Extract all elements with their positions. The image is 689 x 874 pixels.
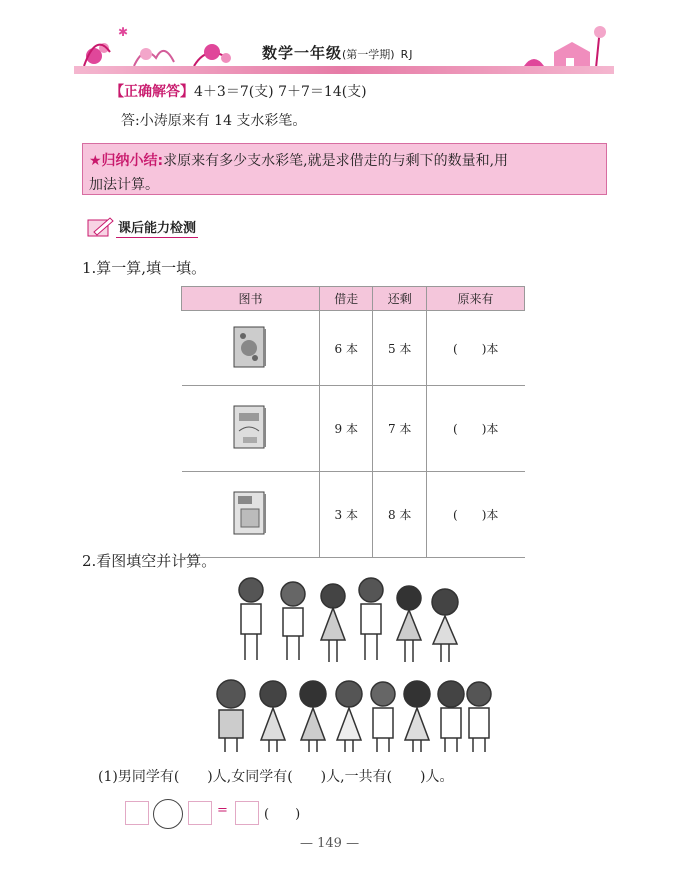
book-image-cell — [182, 472, 320, 558]
book-icon — [233, 326, 267, 368]
book-icon — [233, 405, 267, 449]
house-decoration-icon — [514, 22, 614, 72]
equation-box-2[interactable] — [188, 801, 212, 825]
children-group-bottom — [213, 676, 495, 754]
books-table — [181, 286, 525, 558]
answer-blank[interactable]: ( )本 — [426, 472, 524, 558]
pencil-note-icon — [86, 216, 114, 238]
children-group-top — [235, 574, 465, 666]
equals-sign: = — [217, 803, 228, 818]
table-row: 6 本 5 本 ( )本 — [182, 311, 525, 386]
summary-tag: ★归纳小结: — [89, 153, 164, 169]
col-header-borrowed: 借走 — [320, 287, 373, 311]
table-header-row — [182, 287, 525, 311]
answer-line: 【正确解答】4＋3＝7(支) 7＋7＝14(支) — [110, 84, 367, 100]
equation-box-1[interactable] — [125, 801, 149, 825]
svg-text:✱: ✱ — [118, 25, 129, 39]
table-row: 3 本 8 本 ( )本 — [182, 472, 525, 558]
header-band — [74, 66, 614, 74]
answer-blank[interactable]: ( )本 — [426, 311, 524, 386]
col-header-original: 原来有 — [426, 287, 524, 311]
table-row: 9 本 7 本 ( )本 — [182, 386, 525, 472]
unit-paren: ( ) — [264, 807, 301, 822]
section-title: 课后能力检测 — [116, 217, 198, 238]
book-image-cell — [182, 311, 320, 386]
summary-box: ★归纳小结:求原来有多少支水彩笔,就是求借走的与剩下的数量和,用 加法计算。 — [82, 143, 607, 195]
book-icon — [233, 491, 267, 535]
col-header-books: 图书 — [182, 287, 320, 311]
q1-prompt: 1.算一算,填一填。 — [82, 259, 207, 277]
operator-circle[interactable] — [153, 799, 183, 829]
header-title: 数学一年级(第一学期) RJ — [262, 44, 414, 62]
q2-sub1: (1)男同学有( )人,女同学有( )人,一共有( )人。 — [98, 769, 454, 785]
page-header — [74, 22, 614, 74]
col-header-remaining: 还剩 — [373, 287, 426, 311]
answer-blank[interactable]: ( )本 — [426, 386, 524, 472]
equation-box-3[interactable] — [235, 801, 259, 825]
answer-conclusion: 答:小涛原来有 14 支水彩笔。 — [121, 113, 307, 129]
flower-decoration-icon — [74, 22, 244, 68]
book-image-cell — [182, 386, 320, 472]
page-number: — 149 — — [300, 836, 360, 851]
q2-prompt: 2.看图填空并计算。 — [82, 552, 217, 570]
section-header — [86, 216, 198, 238]
